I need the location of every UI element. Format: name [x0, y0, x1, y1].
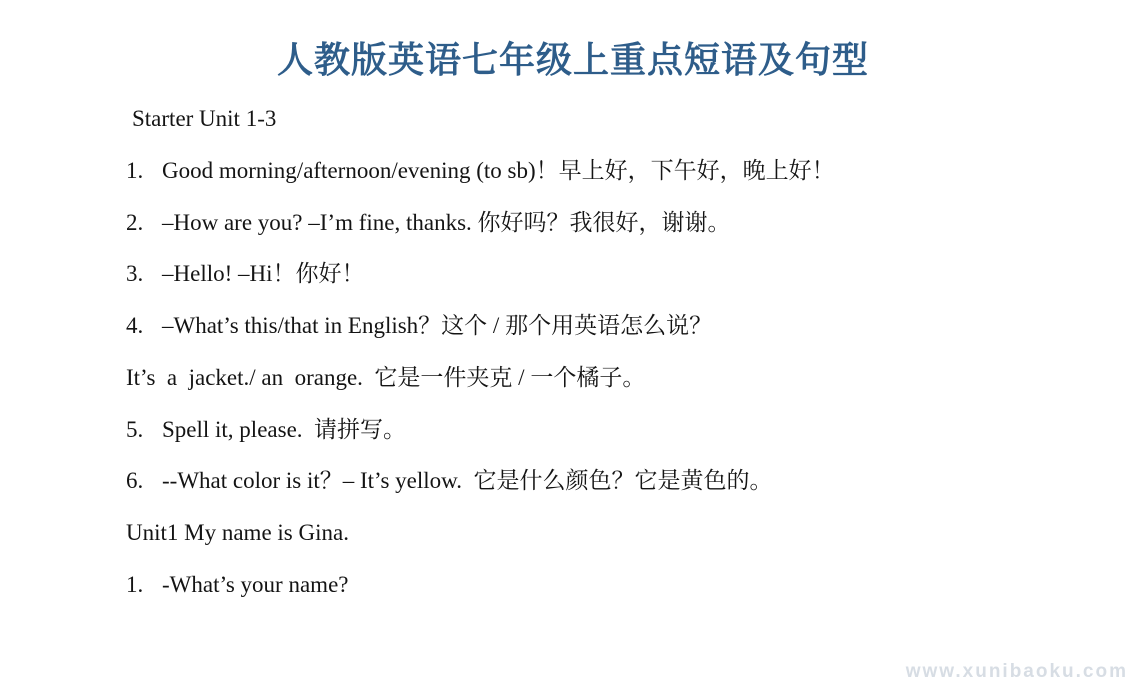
list-item-number: 3.	[126, 261, 144, 287]
list-item	[126, 416, 1106, 445]
list-item	[126, 209, 1106, 238]
list-item	[126, 571, 1106, 600]
list-item	[126, 467, 1106, 496]
list-item-number: 6.	[126, 468, 144, 494]
list-item-number: 2.	[126, 209, 144, 235]
list-item-number: 1.	[126, 157, 144, 183]
section-heading-unit1: Unit1 My name is Gina.	[126, 520, 349, 545]
list-item-number: 4.	[126, 313, 144, 338]
list-item-text: Good morning/afternoon/evening (to sb)！早上好，下午好，晚上好！	[162, 157, 835, 183]
list-item	[126, 312, 1106, 341]
section-heading-starter: Starter Unit 1-3	[132, 106, 277, 131]
list-item-number: 5.	[126, 416, 144, 442]
list-item-text: –Hello! –Hi！你好！	[162, 261, 365, 287]
list-item-text: –How are you? –I’m fine, thanks. 你好吗？我很好，谢谢。	[162, 209, 731, 235]
list-item-text: –What’s this/that in English？这个 / 那个用英语怎么说？	[162, 313, 713, 338]
list-item-text: --What color is it？– It’s yellow. 它是什么颜色？它是黄色的。	[162, 468, 773, 494]
list-item-number: 1.	[126, 571, 144, 597]
page-title: 人教版英语七年级上重点短语及句型	[276, 40, 869, 80]
list-item	[126, 260, 1106, 289]
list-item	[126, 157, 1106, 186]
list-item-text: -What’s your name?	[162, 571, 349, 597]
document-body	[0, 89, 1146, 600]
continuation-line: It’s a jacket./ an orange. 它是一件夹克 / 一个橘子。	[126, 364, 646, 390]
list-item-text: Spell it, please. 请拼写。	[162, 416, 407, 442]
watermark: www.xunibaoku.com	[905, 661, 1128, 682]
